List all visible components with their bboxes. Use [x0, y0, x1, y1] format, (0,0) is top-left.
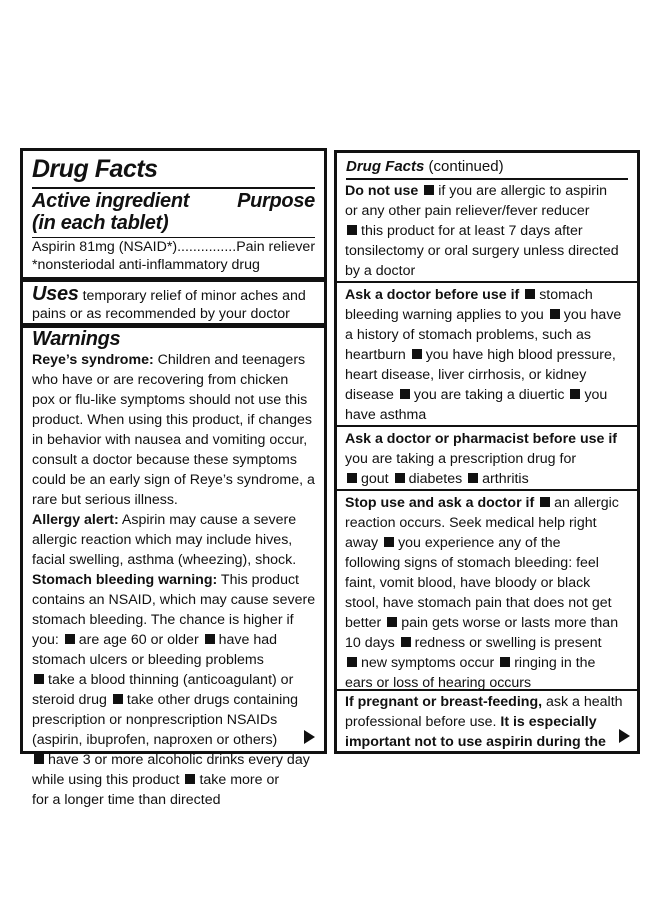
active-ingredient-section — [23, 151, 324, 277]
bullet-icon — [205, 634, 215, 644]
bullet-icon — [347, 225, 357, 235]
bullet-icon — [384, 537, 394, 547]
continued-suffix: (continued) — [428, 158, 504, 175]
stop-use-label: Stop use and ask a doctor if — [345, 495, 535, 511]
uses-line-1 — [32, 284, 306, 306]
bullet-icon — [347, 473, 357, 483]
uses-text: temporary relief of minor aches and — [82, 288, 306, 304]
continue-arrow-icon — [304, 730, 315, 744]
bullet-icon — [424, 185, 434, 195]
continue-arrow-icon — [619, 729, 630, 743]
drug-facts-title: Drug Facts — [32, 155, 158, 183]
do-not-use-section: Drug Facts (continued) Do not use if you are allergic to aspirin or any other pain reliever/fever reducer this product for at least 7 days after tonsilectomy or oral surgery unless directed by a doctor — [337, 153, 637, 281]
allergy-label: Allergy alert: — [32, 512, 119, 528]
bullet-icon — [395, 473, 405, 483]
pregnant-label: If pregnant or breast-feeding, — [345, 694, 543, 710]
uses-section — [23, 277, 324, 328]
bullet-icon — [347, 657, 357, 667]
bullet-icon — [401, 637, 411, 647]
stop-use-section: Stop use and ask a doctor if an allergic reaction occurs. Seek medical help right away you experience any of the following signs of stomach bleeding: feel faint, vomit blood, have bloody or black stool, have stomach pain that does not get better pain gets worse or lasts more than 10 days redness or swelling is present new symptoms occur ringing in the ears or loss of hearing occurs — [337, 489, 637, 691]
warnings-body: Reye’s syndrome: Children and teenagers who have or are recovering from chicken pox or flu-like symptoms should not use this product. When using this product, if changes in behavior with nausea and vomiting occur, consult a doctor because these symptoms could be an early sign of Reye’s syndrome, a rare but serious illness. Allergy alert: Aspirin may cause a severe allergic reaction which may include hives, facial swelling, asthma (wheezing), shock. Stomach bleeding warning: This product contains an NSAID, which may cause severe stomach bleeding. The chance is higher if you: are age 60 or older have had stomach ulcers or bleeding problems take a blood thinning (anticoagulant) or steroid drug take other drugs containing prescription or nonprescription NSAIDs (aspirin, ibuprofen, naproxen or others) have 3 or more alcoholic drinks every day while using this product take more or for a longer time than directed — [32, 352, 316, 808]
purpose-heading: Purpose — [237, 190, 315, 212]
uses-heading: Uses — [32, 283, 79, 305]
bullet-icon — [468, 473, 478, 483]
bullet-icon — [65, 634, 75, 644]
bullet-icon — [185, 774, 195, 784]
reyes-label: Reye’s syndrome: — [32, 352, 154, 368]
bullet-icon — [400, 389, 410, 399]
bullet-icon — [113, 694, 123, 704]
pregnant-section: If pregnant or breast-feeding, ask a health professional before use. It is especially important not to use aspirin during the — [337, 689, 637, 751]
ingredient-line: Aspirin 81mg (NSAID*)...............Pain reliever — [32, 239, 316, 255]
active-ingredient-subheading: (in each tablet) — [32, 212, 169, 234]
bullet-icon — [550, 309, 560, 319]
bullet-icon — [540, 497, 550, 507]
ask-pharmacist-section: Ask a doctor or pharmacist before use if you are taking a prescription drug for gout diabetes arthritis — [337, 425, 637, 491]
continued-title: Drug Facts — [346, 158, 425, 175]
bullet-icon — [500, 657, 510, 667]
bleeding-label: Stomach bleeding warning: — [32, 572, 218, 588]
bullet-icon — [570, 389, 580, 399]
ask-doctor-label: Ask a doctor before use if — [345, 287, 520, 303]
ask-pharmacist-label: Ask a doctor or pharmacist before use if — [345, 431, 618, 447]
continued-header — [346, 158, 504, 175]
bullet-icon — [525, 289, 535, 299]
active-ingredient-heading: Active ingredient — [32, 190, 190, 212]
bullet-icon — [34, 754, 44, 764]
ask-doctor-section: Ask a doctor before use if stomach bleeding warning applies to you you have a history of stomach problems, such as heartburn you have high blood pressure, heart disease, liver cirrhosis, or kidney disease you are taking a diuertic you have asthma — [337, 281, 637, 427]
footnote: *nonsteriodal anti-inflammatory drug — [32, 257, 260, 273]
do-not-use-label: Do not use — [345, 183, 419, 199]
warnings-heading: Warnings — [32, 328, 121, 350]
bullet-icon — [412, 349, 422, 359]
bullet-icon — [34, 674, 44, 684]
warnings-section — [23, 323, 324, 808]
bullet-icon — [387, 617, 397, 627]
drug-facts-panel-left — [20, 148, 327, 808]
uses-line-2: pains or as recommended by your doctor — [32, 306, 290, 322]
drug-facts-panel-right — [334, 150, 640, 754]
